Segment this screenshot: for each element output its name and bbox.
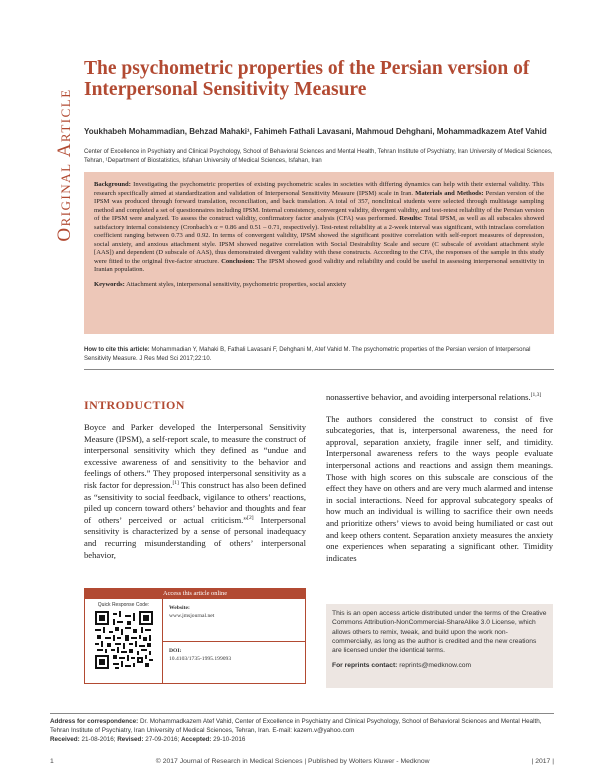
methods-text: Persian version of the IPSM was produced through forward translation, reconciliation, and back translation. A total of 357, nonclinical students were selected through multistage sampling method and completed a set of questionnaires including IPSM. Internal consistency, convergent validity, divergent validity, and test-retest reliability of the Persian version of the IPSM were analyzed. To assess the construct validity, confirmatory factor analysis (CFA) was performed.: [94, 189, 545, 223]
website-section: [163, 599, 305, 642]
received-label: Received:: [50, 736, 80, 744]
accepted-date: 29-10-2016: [213, 736, 246, 744]
results-label: Results:: [399, 215, 423, 223]
page-number: 1: [50, 758, 54, 765]
abstract-text: [94, 181, 544, 275]
footer-year: | 2017 |: [531, 758, 554, 765]
citation-ref: [1]: [172, 480, 179, 487]
affiliations: Center of Excellence in Psychiatry and Clinical Psychology, School of Behavioral Sciences and Mental Health, Tehran Institute of Psychiatry, Iran University of Medical Sciences, Tehran, ¹Department of Biostatistics, Isfahan University of Medical Sciences, Isfahan, Iran: [84, 149, 553, 164]
article-type-label: [50, 80, 80, 250]
left-column: [84, 392, 306, 561]
website-link[interactable]: www.jmsjournal.net: [169, 613, 215, 619]
qr-code-icon[interactable]: [95, 611, 153, 669]
website-label: Website:: [169, 605, 190, 611]
correspondence-block: [50, 713, 554, 745]
background-label: Background:: [94, 181, 131, 188]
qr-cell: [85, 599, 163, 684]
access-info: [163, 599, 305, 684]
received-date: 21-08-2016;: [81, 736, 116, 744]
page-footer: [50, 758, 554, 765]
reprint-line: [332, 661, 547, 670]
accepted-label: Accepted:: [180, 736, 212, 744]
doi-link[interactable]: 10.4103/1735-1995.199093: [169, 656, 232, 662]
doi-section: [163, 642, 305, 684]
license-box: [326, 604, 553, 688]
qr-label: Quick Response Code:: [97, 602, 150, 608]
license-text: This is an open access article distributed under the terms of the Creative Commons Attribution-NonCommercial-ShareAlike 3.0 License, which allows others to remix, tweak, and build upon the work non-commercially, as long as the author is credited and the new creations are licensed under the identical terms.: [332, 610, 547, 655]
footer-copyright: © 2017 Journal of Research in Medical Sciences | Published by Wolters Kluwer - Medknow: [155, 758, 430, 765]
intro-paragraph-1: [84, 422, 306, 561]
intro-text-c: Interpersonal sensitivity is characterized by a sense of personal inadequacy and recurring misunderstanding of others’ interpersonal behavior,: [84, 514, 307, 560]
correspondence-label: Address for correspondence:: [50, 718, 139, 725]
conclusion-text: The IPSM showed good validity and reliability and could be useful in assessing interpersonal sensitivity in Iranian population.: [94, 257, 545, 274]
how-to-cite-text: Mohammadian Y, Mahaki B, Fathali Lavasani F, Dehghani M, Atef Vahid M. The psychometric properties of the Persian version of Interpersonal Sensitivity Measure. J Res Med Sci 2017;22:10.: [84, 347, 531, 362]
keywords: [94, 281, 544, 290]
access-box-title: Access this article online: [85, 589, 305, 599]
revised-label: Revised:: [117, 736, 144, 744]
results-text: Total IPSM, as well as all subscales showed satisfactory internal consistency (Cronbach's α = 0.86 and 0.51 – 0.71, respectively). Test-retest reliability at a 2-week interval was significant, with intraclass correlation coefficient ranging between 0.73 and 0.92. In terms of convergent validity, IPSM showed the significant positive correlation with self-report measures of depression, social anxiety, and anxious attachment style. IPSM showed negative correlation with Social Desirability Scale and secure (C subscale of avoidant attachment style [AAS]) and dependent (D subscale of AAS), thus demonstrated divergent validity with these constructs. According to the CFA, the responses of the sample in this study were fitted to the original five-factor structure.: [94, 215, 545, 265]
continuation-text: nonassertive behavior, and avoiding interpersonal relations.: [326, 392, 531, 402]
methods-label: Materials and Methods:: [415, 189, 484, 197]
how-to-cite-label: How to cite this article:: [84, 347, 150, 353]
conclusion-label: Conclusion:: [221, 257, 255, 265]
abstract-box: [84, 172, 554, 334]
citation-ref: [1,3]: [530, 392, 542, 399]
correspondence-text: Dr. Mohammadkazem Atef Vahid, Center of Excellence in Psychiatry and Clinical Psychology, School of Behavioral Sciences and Mental Health, Tehran Institute of Psychiatry, Iran University of Medical Sciences, Tehran, Iran. E-mail: kazem.v@yahoo.com: [50, 718, 542, 735]
background-text: Investigating the psychometric properties of existing psychometric scales in societies with differing dynamics can help with their external validity. This research specifically aimed at standardization and validation of Interpersonal Sensitivity Measure (IPSM) scale in Iran.: [94, 181, 544, 197]
keywords-label: Keywords:: [94, 281, 125, 289]
intro-continuation: [326, 392, 553, 404]
citation-ref: [2]: [247, 514, 254, 521]
reprint-label: For reprints contact:: [332, 662, 398, 670]
intro-text-a: Boyce and Parker developed the Interpersonal Sensitivity Measure (IPSM), a self-report scale, to measure the construct of interpersonal sensitivity which they defined as “undue and excessive awareness of and sensitivity to the behavior and feelings of others.” They proposed interpersonal sensitivity as a risk factor for depression.: [84, 422, 306, 490]
access-article-box: [84, 588, 306, 684]
keywords-text: Attachment styles, interpersonal sensitivity, psychometric properties, social anxiety: [126, 281, 347, 289]
reprint-email[interactable]: reprints@medknow.com: [399, 662, 472, 670]
article-type-text: Original Article: [54, 88, 75, 242]
article-title: The psychometric properties of the Persian version of Interpersonal Sensitivity Measure: [84, 58, 530, 100]
author-list: Youkhabeh Mohammadian, Behzad Mahaki¹, Fahimeh Fathali Lavasani, Mahmoud Dehghani, Mohammadkazem Atef Vahid: [84, 127, 547, 136]
intro-text-b: This construct has also been defined as “sensitivity to social feedback, vigilance to others’ reactions, piled up concern toward others’ behavior and thoughts and fear of others’ perceived or actual criticism.”: [84, 479, 306, 525]
how-to-cite: [84, 346, 554, 370]
dates-line: [50, 735, 554, 744]
revised-date: 27-09-2016;: [145, 736, 180, 744]
doi-label: DOI:: [169, 648, 182, 654]
right-column: [326, 392, 553, 564]
intro-paragraph-2: The authors considered the construct to consist of five subcategories, that is, interpersonal awareness, the need for approval, separation anxiety, fragile inner self, and timidity. Interpersonal awareness refers to the ways people evaluate interpersonal actions and reactions and assign them meanings. Those with high scores on this subscale are conscious of the effect they have on others and are very much alarmed and intense in social interactions. Need for approval subcategory speaks of how much an individual is willing to sacrifice their own needs and prioritize others’ views to avoid being humiliated or cast out and keep others content. Separation anxiety measures the anxiety one experiences when separating a significant other. Timidity indicates: [326, 413, 553, 563]
introduction-heading: INTRODUCTION: [84, 398, 185, 412]
